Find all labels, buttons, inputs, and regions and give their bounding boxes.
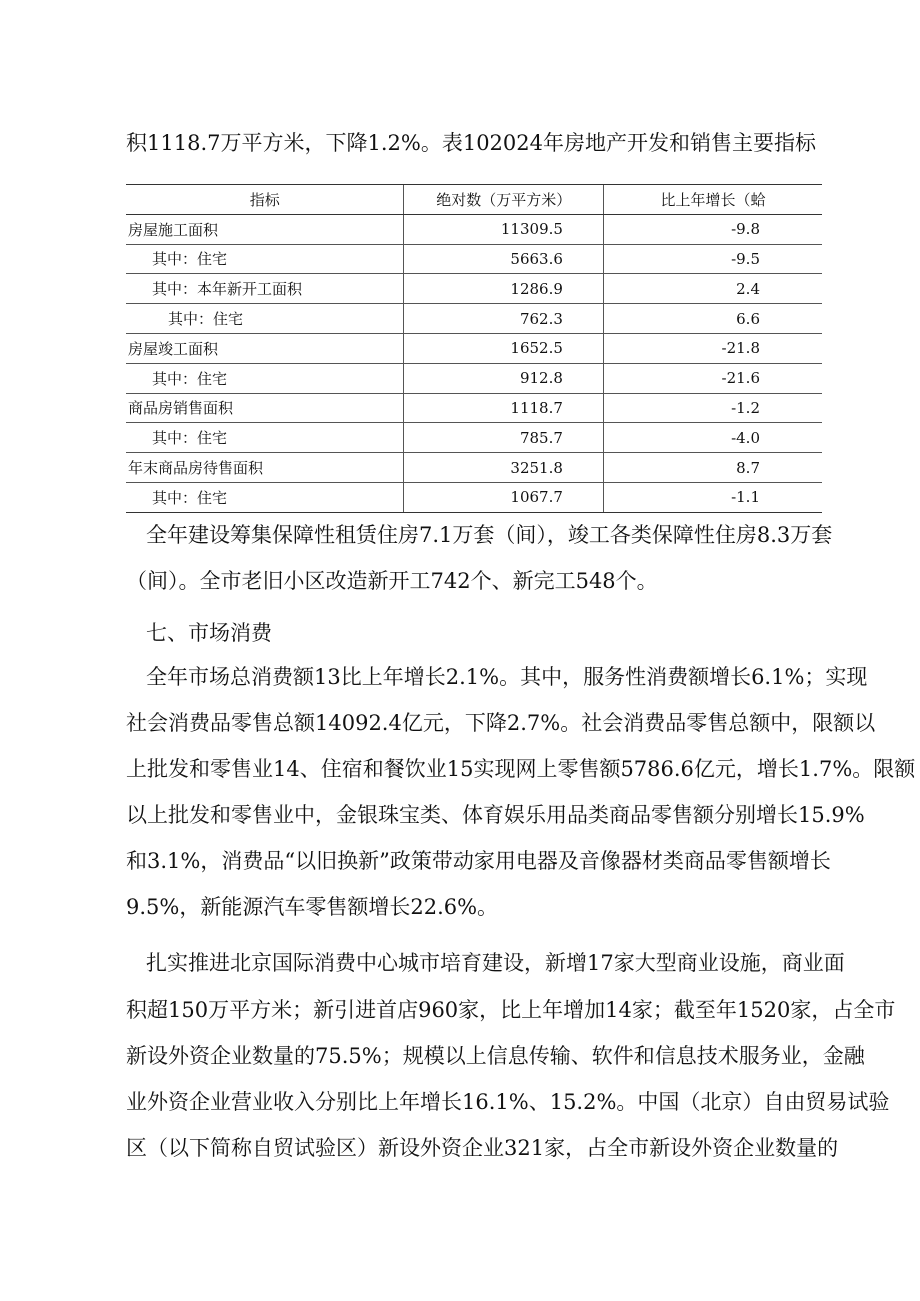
paragraph-line: 全年建设筹集保障性租赁住房7.1万套（间），竣工各类保障性住房8.3万套 [146, 523, 833, 547]
table-row [126, 482, 822, 512]
row-growth: -9.5 [603, 244, 822, 274]
paragraph-line: 积1118.7万平方米，下降1.2%。表102024年房地产开发和销售主要指标 [126, 131, 816, 155]
row-growth: -21.6 [603, 363, 822, 393]
paragraph-line: 全年市场总消费额13比上年增长2.1%。其中，服务性消费额增长6.1%；实现 [146, 665, 868, 689]
table-row [126, 274, 822, 304]
row-growth: 8.7 [603, 453, 822, 483]
paragraph-line: 以上批发和零售业中，金银珠宝类、体育娱乐用品类商品零售额分别增长15.9% [126, 803, 865, 827]
row-label: 其中：住宅 [126, 304, 404, 334]
table-row [126, 363, 822, 393]
row-label: 其中：住宅 [126, 244, 404, 274]
row-value: 3251.8 [404, 453, 603, 483]
table-header-row [126, 185, 822, 215]
paragraph-line: （间）。全市老旧小区改造新开工742个、新完工548个。 [126, 569, 658, 593]
row-value: 912.8 [404, 363, 603, 393]
row-value: 762.3 [404, 304, 603, 334]
row-label: 年末商品房待售面积 [126, 453, 404, 483]
paragraph-line: 积超150万平方米；新引进首店960家，比上年增加14家；截至年1520家，占全市 [126, 998, 896, 1022]
row-value: 1286.9 [404, 274, 603, 304]
row-growth: -9.8 [603, 214, 822, 244]
row-label: 商品房销售面积 [126, 393, 404, 423]
row-growth: -1.1 [603, 482, 822, 512]
row-label: 其中：本年新开工面积 [126, 274, 404, 304]
header-indicator: 指标 [126, 185, 404, 215]
paragraph-line: 扎实推进北京国际消费中心城市培育建设，新增17家大型商业设施，商业面 [146, 951, 845, 975]
table-row [126, 423, 822, 453]
real-estate-indicators-table [126, 184, 822, 513]
paragraph-line: 新设外资企业数量的75.5%；规模以上信息传输、软件和信息技术服务业，金融 [126, 1044, 865, 1068]
paragraph-line: 和3.1%，消费品“以旧换新”政策带动家用电器及音像器材类商品零售额增长 [126, 849, 831, 873]
table-row [126, 244, 822, 274]
row-label: 其中：住宅 [126, 423, 404, 453]
row-value: 1067.7 [404, 482, 603, 512]
header-growth: 比上年增长（蛤 [603, 185, 822, 215]
paragraph-line: 上批发和零售业14、住宿和餐饮业15实现网上零售额5786.6亿元，增长1.7%。限额 [126, 757, 916, 781]
row-growth: 6.6 [603, 304, 822, 334]
section-heading: 七、市场消费 [146, 621, 272, 645]
table-row [126, 304, 822, 334]
row-label: 房屋竣工面积 [126, 333, 404, 363]
row-growth: 2.4 [603, 274, 822, 304]
row-label: 其中：住宅 [126, 363, 404, 393]
row-growth: -21.8 [603, 333, 822, 363]
row-value: 11309.5 [404, 214, 603, 244]
header-absolute-value: 绝对数（万平方米） [404, 185, 603, 215]
paragraph-line: 区（以下简称自贸试验区）新设外资企业321家，占全市新设外资企业数量的 [126, 1136, 839, 1160]
paragraph-line: 9.5%，新能源汽车零售额增长22.6%。 [126, 895, 499, 919]
row-value: 1118.7 [404, 393, 603, 423]
table-row [126, 333, 822, 363]
table-row [126, 214, 822, 244]
row-label: 其中：住宅 [126, 482, 404, 512]
row-growth: -1.2 [603, 393, 822, 423]
paragraph-line: 社会消费品零售总额14092.4亿元，下降2.7%。社会消费品零售总额中，限额以 [126, 711, 876, 735]
row-growth: -4.0 [603, 423, 822, 453]
row-label: 房屋施工面积 [126, 214, 404, 244]
row-value: 1652.5 [404, 333, 603, 363]
row-value: 5663.6 [404, 244, 603, 274]
paragraph-line: 业外资企业营业收入分别比上年增长16.1%、15.2%。中国（北京）自由贸易试验 [126, 1090, 890, 1114]
row-value: 785.7 [404, 423, 603, 453]
table-row [126, 393, 822, 423]
table-row [126, 453, 822, 483]
